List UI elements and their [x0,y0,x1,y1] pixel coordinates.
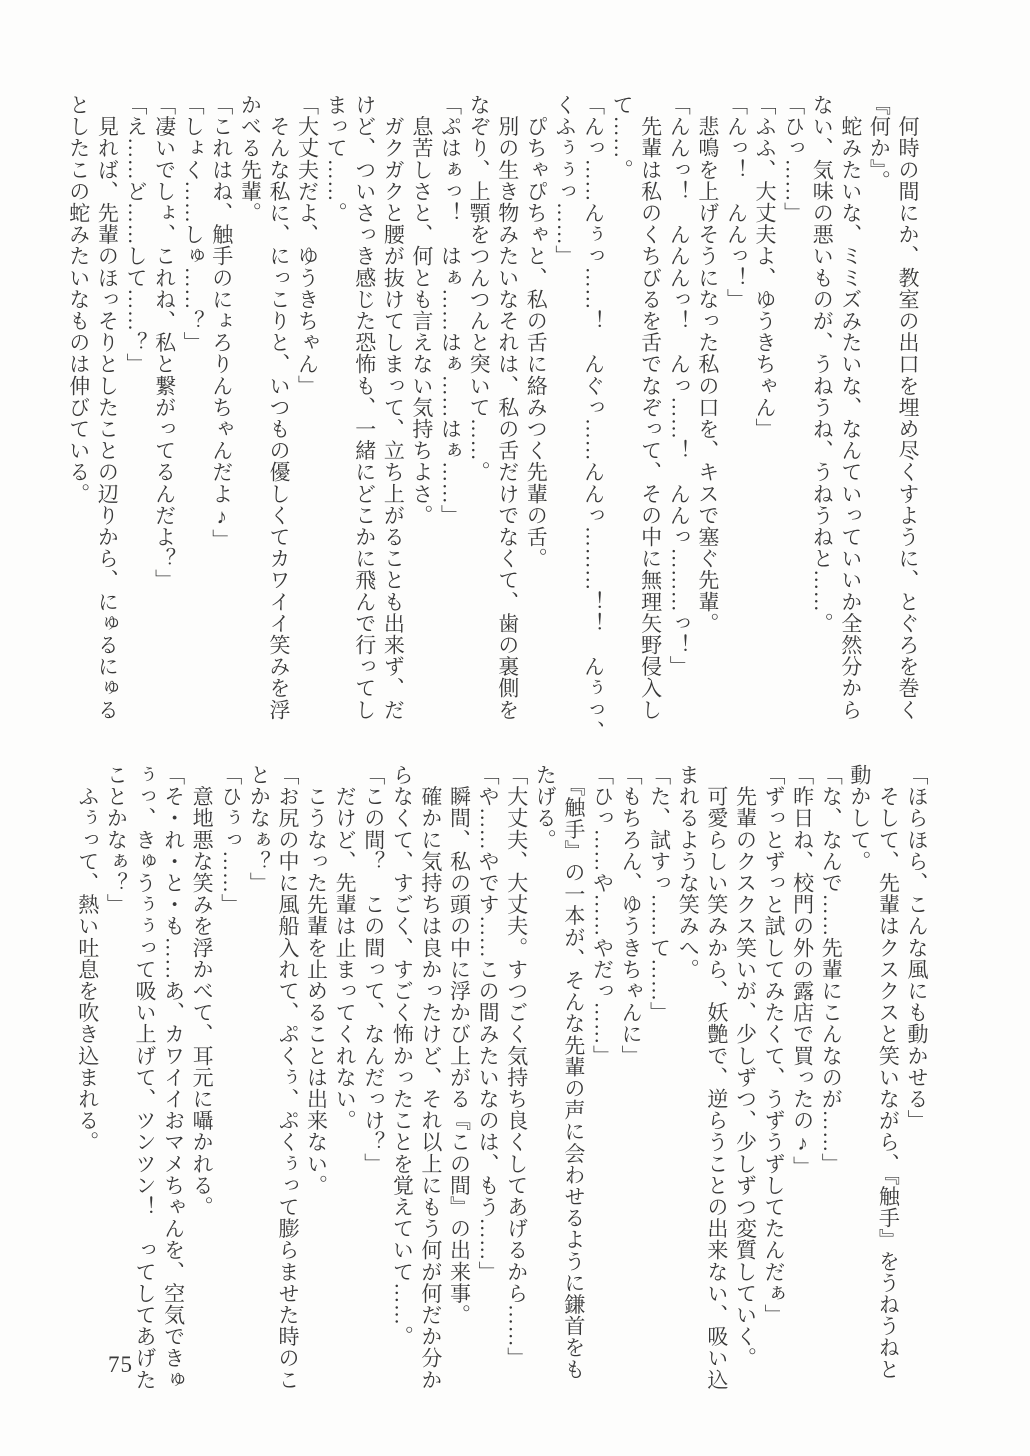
text-line: 「そ・れ・と・も……あ、カワイイおマメちゃんを、空気できゅ [161,764,186,1391]
text-line: 「大丈夫だよ、ゆうきちゃん」 [295,94,320,397]
text-line: 「ひっ……」 [781,94,806,224]
text-line: 「ずっとずっと試してみたくて、うずうずしてたんだぁ」 [762,764,787,1326]
text-line: 「ほらほら、こんな風にも動かせる」 [905,764,929,1132]
text-line: 息苦しさと、何とも言えない気持ちよさ。 [409,94,434,526]
text-line: て……。 [610,94,635,181]
text-line: そんな私に、にっこりと、いつもの優しくてカワイイ笑みを浮 [266,94,291,721]
text-line: 見れば、先輩のほっそりとしたことの辺りから、にゅるにゅる [95,94,120,721]
text-line: だけど、先輩は止まってくれない。 [333,764,358,1132]
text-line: こうなった先輩を止めることは出来ない。 [304,764,329,1196]
text-line: 「んっ……んぅっ……！ んぐっ……んんっ………！！ んぅっ、 [581,94,606,742]
text-line: まれるような笑みへ。 [676,764,701,980]
text-line: 『何か』。 [867,94,892,192]
text-line: 「この間？ この間って、なんだっけ？」 [361,764,386,1175]
text-line: 別の生き物みたいなそれは、私の舌だけでなくて、歯の裏側を [495,94,520,721]
text-line: としたこの蛇みたいなものは伸びている。 [66,94,91,505]
text-line: 「大丈夫、大丈夫。すつごく気持ち良くしてあげるから……」 [504,764,529,1369]
text-line: ぴちゃぴちゃと、私の舌に絡みつく先輩の舌。 [524,94,549,570]
text-line: 蛇みたいな、ミミズみたいな、なんていっていいか全然分から [838,94,863,721]
text-line: 「ふふ、大丈夫よ、ゆうきちゃん」 [753,94,778,440]
text-line: なぞり、上顎をつんつんと突いて……。 [467,94,492,483]
text-line: 「昨日ね、校門の外の露店で買ったの♪」 [790,764,815,1178]
text-line: 「な、なんで……先輩にこんなのが……」 [819,764,844,1175]
text-line: らなくて、すごく、すごく怖かったことを覚えていて……。 [390,764,415,1348]
text-line: ガクガクと腰が抜けてしまって、立ち上がることも出来ず、だ [381,94,406,721]
text-line: 『触手』の一本が、そんな先輩の声に会わせるように鎌首をも [561,764,586,1380]
text-line: 「んんっ！ んんんっ！ んっ……！ んんっ………っ！」 [667,94,692,678]
text-line: ふぅって、熱い吐息を吹き込まれる。 [75,764,100,1153]
text-line: 「お尻の中に風船入れて、ぷくぅ、ぷくぅって膨らませた時のこ [275,764,300,1391]
text-line: 先輩のクスクス笑いが、少しずつ、少しずつ変質していく。 [733,764,758,1369]
text-line: 「もちろん、ゆうきちゃんに」 [619,764,644,1067]
text-line: くふぅぅっ……」 [552,94,577,267]
text-line: 何時の間にか、教室の出口を埋め尽くすように、とぐろを巻く [896,94,920,721]
page-number: 75 [108,1352,133,1377]
text-line: まって……。 [324,94,349,224]
text-line: 「や……やです……この間みたいなのは、もう……」 [476,764,501,1283]
text-line: そして、先輩はクスクスと笑いながら、『触手』をうねうねと [876,764,901,1380]
text-line: 可愛らしい笑みから、妖艶で、逆らうことの出来ない、吸い込 [704,764,729,1391]
top-text-block [64,94,922,742]
text-line: 先輩は私のくちびるを舌でなぞって、その中に無理矢野侵入し [638,94,663,721]
text-line: 意地悪な笑みを浮かべて、耳元に囁かれる。 [190,764,215,1218]
text-line: 「凄いでしょ、これね、私と繋がってるんだよ？」 [152,94,177,591]
text-line: ことかなぁ？」 [104,764,129,916]
text-line: 動かして。 [847,764,872,872]
text-line: 「これはね、触手のにょろりんちゃんだよ♪」 [209,94,234,551]
text-line: 悲鳴を上げそうになった私の口を、キスで塞ぐ先輩。 [695,94,720,634]
text-line: 瞬間、私の頭の中に浮かび上がる『この間』の出来事。 [447,764,472,1326]
bottom-text-block [73,764,931,1394]
text-line: 「え……ど……して……？」 [123,94,148,375]
text-line: 「ぷはぁっ！ はぁ……はぁ……はぁ……」 [438,94,463,526]
text-line: けど、ついさっき感じた恐怖も、一緒にどこかに飛んで行ってし [352,94,377,721]
text-line: とかなぁ？」 [247,764,272,894]
text-line: 「しょく……しゅ……？」 [181,94,206,354]
text-line: ない、気味の悪いものが、うねうね、うねうねと……。 [810,94,835,634]
text-line: 確かに気持ちは良かったけど、それ以上にもう何が何だか分か [418,764,443,1391]
text-line: 「んっ！ んんっ！」 [724,94,749,310]
text-line: ぅっ、きゅうぅぅって吸い上げて、ツンツン！ ってしてあげた [132,764,157,1391]
text-line: かべる先輩。 [238,94,263,224]
text-line: 「ひっ……や……やだっ……」 [590,764,615,1067]
text-line: 「た、試すっ……て……」 [647,764,672,1024]
text-line: 「ひぅっ……」 [218,764,243,916]
text-line: たげる。 [533,764,558,851]
